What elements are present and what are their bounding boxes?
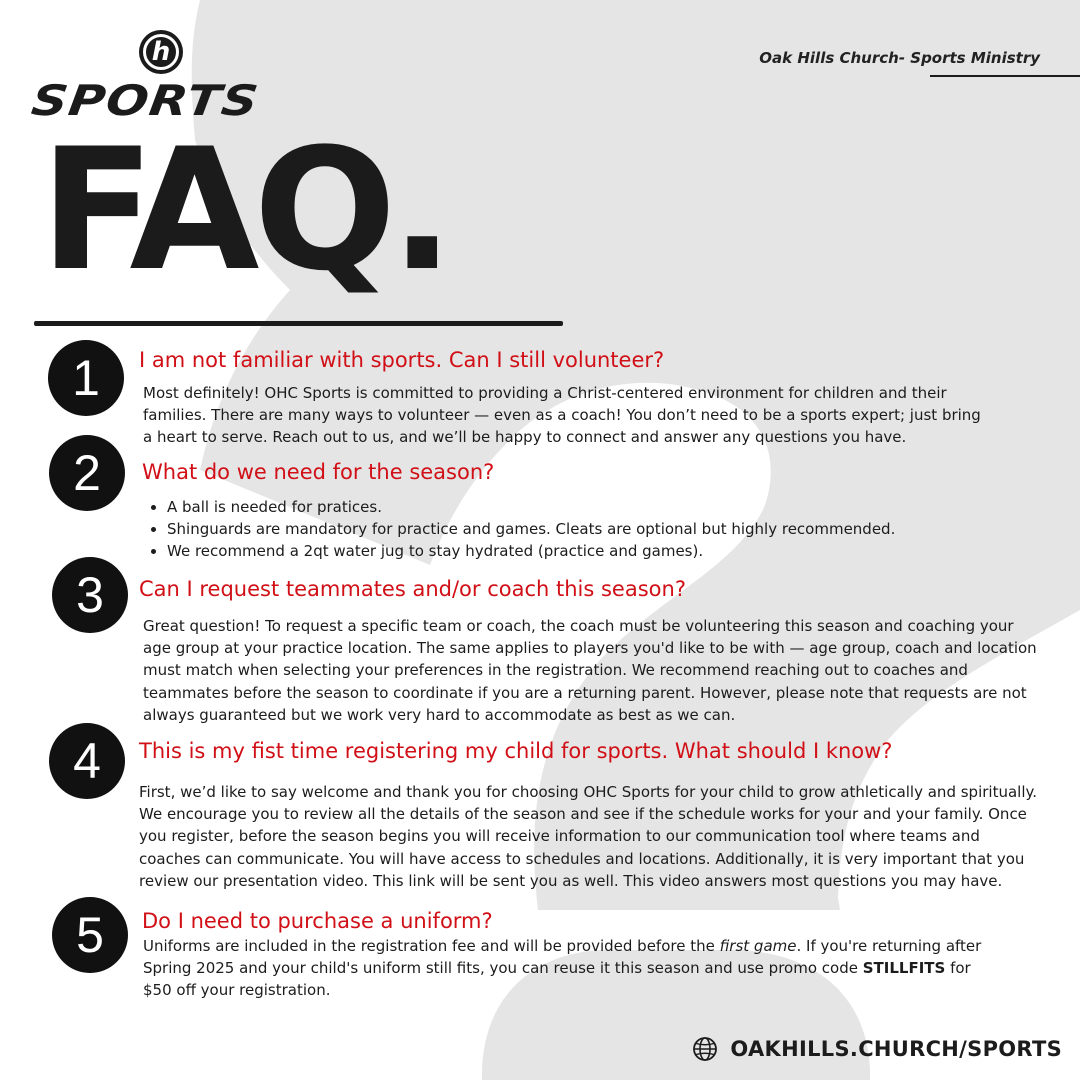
faq-3-number-badge: 3 [52,557,128,633]
faq-5-answer-text: . If you're returning after Spring 2025 and your child's uniform still fits, you can reuse it this season and use promo code [143,937,982,978]
org-name: Oak Hills Church- Sports Ministry [759,49,1040,67]
faq-3-question: Can I request teammates and/or coach this season? [139,577,686,601]
logo-wordmark: SPORTS [28,76,263,125]
faq-3-answer: Great question! To request a specific team or coach, the coach must be volunteering this season and coaching your age group at your practice location. The same applies to players you'd like to be with — age group, coach and location must match when selecting your preferences in the registration. We recommend reaching out to coaches and teammates before the season to coordinate if you are a returning parent. However, please note that requests are not always guaranteed but we work very hard to accommodate as best as we can. [143,617,1037,724]
faq-4-number-badge: 4 [49,723,125,799]
promo-code: STILLFITS [862,959,946,978]
faq-4-question: This is my fist time registering my child for sports. What should I know? [139,739,893,763]
faq-5-answer-text: Uniforms are included in the registration fee and will be provided before the [143,937,720,955]
website-url[interactable]: OAKHILLS.CHURCH/SPORTS [730,1037,1062,1061]
footer-link[interactable] [692,1036,1062,1062]
logo-h-icon [139,30,183,74]
faq-4-answer: First, we’d like to say welcome and thank you for choosing OHC Sports for your child to grow athletically and spiritually. We encourage you to review all the details of the season and see if the schedule works for your and your family. Once you register, before the season begins you will receive information to our communication tool where teams and coaches can communicate. You will have access to schedules and locations. Additionally, it is very important that you review our presentation video. This link will be sent you as well. This video answers most questions you may have. [139,783,1037,890]
faq-2-bullet-list [143,496,1067,563]
faq-5-answer [143,935,993,1002]
org-name-underline [930,75,1080,77]
faq-1-question: I am not familiar with sports. Can I still volunteer? [139,348,665,372]
faq-2-bullet-item: • Shinguards are mandatory for practice and games. Cleats are optional but highly recommended. [167,518,1067,540]
faq-2-bullet-item: • We recommend a 2qt water jug to stay hydrated (practice and games). [167,540,1067,562]
faq-5-question: Do I need to purchase a uniform? [142,909,493,933]
faq-2-bullet-item: • A ball is needed for pratices. [167,496,1067,518]
faq-2-question: What do we need for the season? [142,460,495,484]
page-title: FAQ. [40,112,449,308]
faq-5-number-badge: 5 [52,897,128,973]
title-divider [34,321,563,326]
faq-5-answer-emphasis: first game [719,937,797,955]
faq-5-answer-text: for $50 off your registration. [143,959,971,1000]
faq-1-number-badge: 1 [48,340,124,416]
globe-icon [692,1036,718,1062]
faq-1-answer: Most definitely! OHC Sports is committed to providing a Christ-centered environment for children and their families. There are many ways to volunteer — even as a coach! You don’t need to be a sports expert; just bring a heart to serve. Reach out to us, and we’ll be happy to connect and answer any questions you have. [143,384,981,447]
sports-logo [28,30,294,125]
logo-h-letter: h [143,34,179,70]
faq-2-number-badge: 2 [49,435,125,511]
